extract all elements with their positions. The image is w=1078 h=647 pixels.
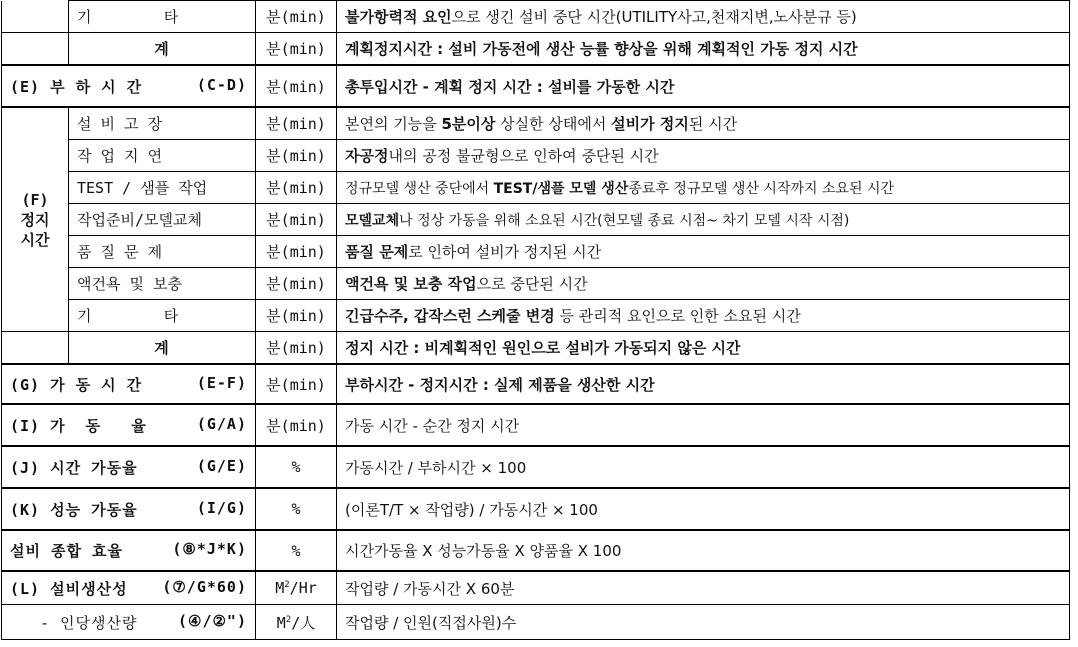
description-cell: 작업량 / 가동시간 X 60분 xyxy=(337,571,1070,605)
total-label: 계 xyxy=(69,33,256,66)
row-label: 액건욕 및 보충 xyxy=(69,268,256,300)
row-label: (G) 가 동 시 간 (E-F) xyxy=(2,364,256,404)
total-label: 계 xyxy=(69,332,256,365)
row-label: 설 비 고 장 xyxy=(69,107,256,140)
description-cell: 총투입시간 - 계획 정지 시간 : 설비를 가동한 시간 xyxy=(337,65,1070,107)
unit-cell: 분(min) xyxy=(256,33,337,66)
description-cell: 부하시간 - 정지시간 : 실제 제품을 생산한 시간 xyxy=(337,364,1070,404)
table-row xyxy=(2,33,1070,66)
table-row xyxy=(2,65,1070,107)
description-cell: 시간가동율 X 성능가동율 X 양품율 X 100 xyxy=(337,530,1070,571)
table-row xyxy=(2,300,1070,332)
group-cell-blank xyxy=(2,332,69,365)
unit-cell: % xyxy=(256,530,337,571)
unit-cell: 분(min) xyxy=(256,204,337,236)
row-label: (K) 성능 가동율 (I/G) xyxy=(2,488,256,530)
description-cell: 가동 시간 - 순간 정지 시간 xyxy=(337,404,1070,446)
unit-cell: $M^2/$人 xyxy=(256,605,337,640)
row-label: (I) 가 동 율 (G/A) xyxy=(2,404,256,446)
row-label: 기 타 xyxy=(69,300,256,332)
row-label: TEST / 샘플 작업 xyxy=(69,172,256,204)
description-cell: 액건욕 및 보충 작업으로 중단된 시간 xyxy=(337,268,1070,300)
description-cell: (이론T/T × 작업량) / 가동시간 × 100 xyxy=(337,488,1070,530)
row-label: (J) 시간 가동율 (G/E) xyxy=(2,446,256,488)
table-row xyxy=(2,268,1070,300)
row-label: 작 업 지 연 xyxy=(69,140,256,172)
unit-cell: 분(min) xyxy=(256,300,337,332)
unit-cell: 분(min) xyxy=(256,172,337,204)
table-row xyxy=(2,236,1070,268)
description-cell: 계획정지시간 : 설비 가동전에 생산 능률 향상을 위해 계획적인 가동 정지 시간 xyxy=(337,33,1070,66)
unit-cell: 분(min) xyxy=(256,268,337,300)
table-row xyxy=(2,605,1070,640)
description-cell: 불가항력적 요인으로 생긴 설비 중단 시간(UTILITY사고,천재지변,노사분규 등) xyxy=(337,1,1070,33)
unit-cell: 분(min) xyxy=(256,140,337,172)
table-row xyxy=(2,530,1070,571)
table-row xyxy=(2,172,1070,204)
table-row xyxy=(2,204,1070,236)
description-cell: 본연의 기능을 5분이상 상실한 상태에서 설비가 정지된 시간 xyxy=(337,107,1070,140)
unit-cell: 분(min) xyxy=(256,236,337,268)
row-label: 기 타 xyxy=(69,1,256,33)
group-cell-blank xyxy=(2,33,69,66)
description-cell: 품질 문제로 인하여 설비가 정지된 시간 xyxy=(337,236,1070,268)
table-row xyxy=(2,488,1070,530)
group-cell-blank xyxy=(2,1,69,33)
description-cell: 정규모델 생산 중단에서 TEST/샘플 모델 생산종료후 정규모델 생산 시작까지 소요된 시간 xyxy=(337,172,1070,204)
stop-time-group-label xyxy=(2,107,69,332)
table-row xyxy=(2,332,1070,365)
table-row xyxy=(2,1,1070,33)
table-row xyxy=(2,364,1070,404)
description-cell: 작업량 / 인원(직접사원)수 xyxy=(337,605,1070,640)
unit-cell: 분(min) xyxy=(256,65,337,107)
table-row xyxy=(2,140,1070,172)
unit-cell: % xyxy=(256,488,337,530)
description-cell: 긴급수주, 갑작스런 스케줄 변경 등 관리적 요인으로 인한 소요된 시간 xyxy=(337,300,1070,332)
row-label: 품 질 문 제 xyxy=(69,236,256,268)
table-row xyxy=(2,446,1070,488)
description-cell: 자공정내의 공정 불균형으로 인하여 중단된 시간 xyxy=(337,140,1070,172)
unit-cell: 분(min) xyxy=(256,107,337,140)
unit-cell: 분(min) xyxy=(256,364,337,404)
unit-cell: $M^2/Hr$ xyxy=(256,571,337,605)
row-label: (L) 설비생산성 (⑦/G*60) xyxy=(2,571,256,605)
description-cell: 가동시간 / 부하시간 × 100 xyxy=(337,446,1070,488)
table-row xyxy=(2,404,1070,446)
unit-cell: 분(min) xyxy=(256,404,337,446)
table-row xyxy=(2,571,1070,605)
unit-cell: 분(min) xyxy=(256,332,337,365)
row-label: - 인당생산량 (④/②") xyxy=(2,605,256,640)
row-label: 설비 종합 효율 (⑧*J*K) xyxy=(2,530,256,571)
unit-cell: % xyxy=(256,446,337,488)
group-label-text: (F) 정지 시간 xyxy=(20,190,50,249)
row-label: (E) 부 하 시 간 (C-D) xyxy=(2,65,256,107)
description-cell: 정지 시간 : 비계획적인 원인으로 설비가 가동되지 않은 시간 xyxy=(337,332,1070,365)
row-label: 작업준비/모델교체 xyxy=(69,204,256,236)
table-row xyxy=(2,107,1070,140)
unit-cell: 분(min) xyxy=(256,1,337,33)
description-cell: 모델교체나 정상 가동을 위해 소요된 시간(현모델 종료 시점~ 차기 모델 시작 시점) xyxy=(337,204,1070,236)
